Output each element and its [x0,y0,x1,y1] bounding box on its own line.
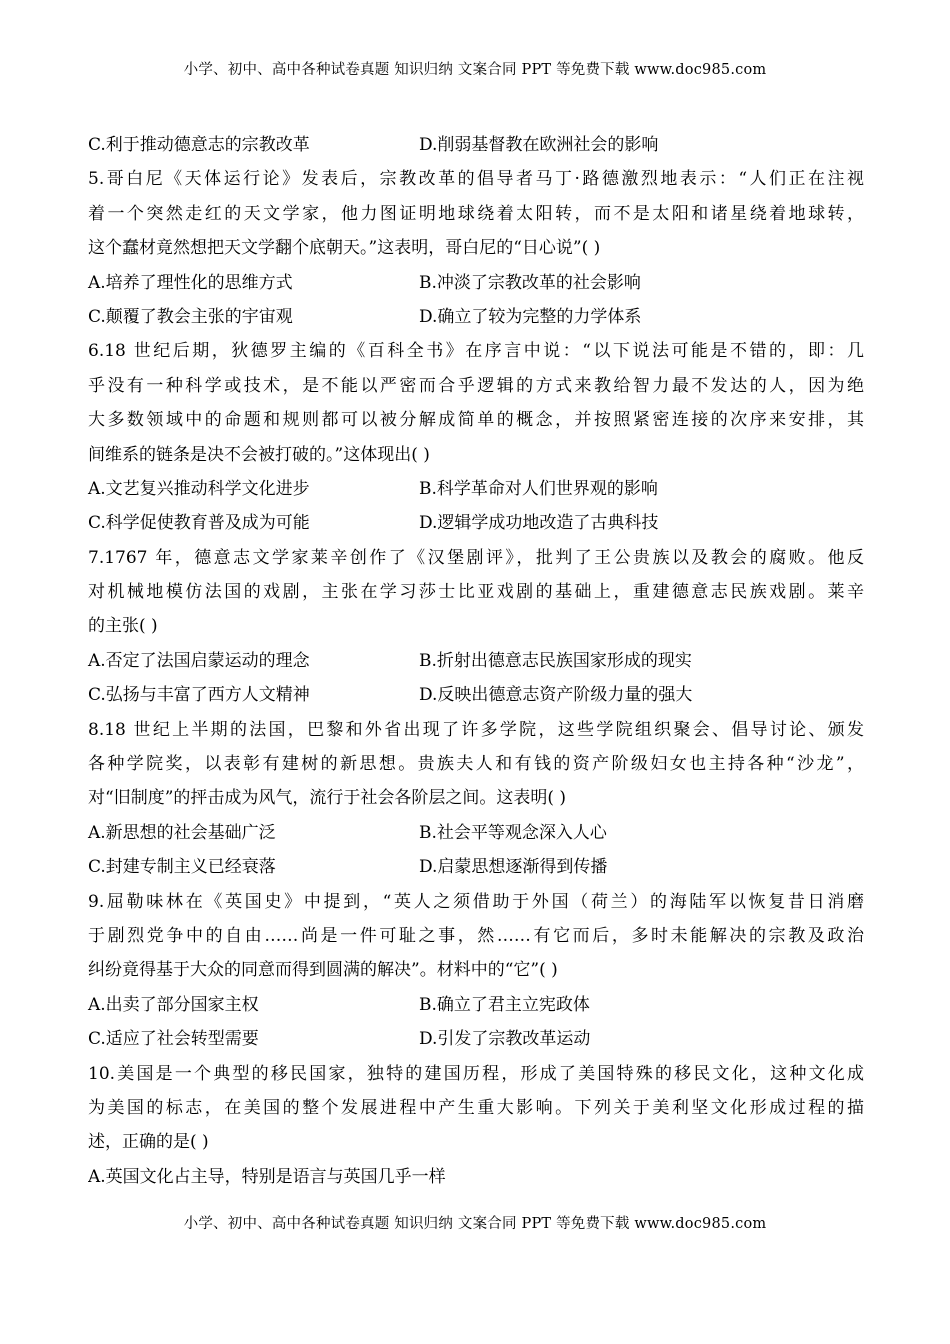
question-8 [88,713,864,885]
q6-stem-line: 乎没有一种科学或技术，是不能以严密而合乎逻辑的方式来教给智力最不发达的人，因为绝 [88,375,864,396]
q7-stem-line: 7.1767 年，德意志文学家莱辛创作了《汉堡剧评》，批判了王公贵族以及教会的腐败。他反 [88,547,864,568]
q9-stem-line: 于剧烈党争中的自由……尚是一件可耻之事，然……有它而后，多时未能解决的宗教及政治 [88,925,864,946]
q5-stem-line: 着一个突然走红的天文学家，他力图证明地球绕着太阳转，而不是太阳和诸星绕着地球转， [88,203,864,224]
q6-options-ab [88,472,864,506]
page-footer: 小学、初中、高中各种试卷真题 知识归纳 文案合同 PPT 等免费下载 www.doc985.com [183,1216,767,1232]
q7-stem-line: 对机械地模仿法国的戏剧，主张在学习莎士比亚戏剧的基础上，重建德意志民族戏剧。莱辛 [88,582,864,603]
q8-stem-line: 各种学院奖，以表彰有建树的新思想。贵族夫人和有钱的资产阶级妇女也主持各种“沙龙”， [88,754,864,775]
q10-stem-line: 为美国的标志，在美国的整个发展进程中产生重大影响。下列关于美利坚文化形成过程的描 [88,1097,864,1118]
q7-stem-line: 的主张( ) [88,616,158,637]
q8-stem-line: 对“旧制度”的抨击成为风气，流行于社会各阶层之间。这表明( ) [88,788,567,809]
q9-stem-line: 9.屈勒味林在《英国史》中提到，“英人之须借助于外国（荷兰）的海陆军以恢复昔日消磨 [88,891,864,912]
q9-option-c: C.适应了社会转型需要 [88,1029,259,1050]
q7-options-cd [88,678,864,712]
document-body [88,128,864,1194]
q8-option-b: B.社会平等观念深入人心 [419,822,607,843]
page-header: 小学、初中、高中各种试卷真题 知识归纳 文案合同 PPT 等免费下载 www.doc985.com [183,62,767,78]
question-10 [88,1057,864,1195]
q5-options-cd [88,300,864,334]
q5-option-d: D.确立了较为完整的力学体系 [419,306,642,327]
q6-option-c: C.科学促使教育普及成为可能 [88,513,310,534]
q6-option-b: B.科学革命对人们世界观的影响 [419,478,658,499]
q9-options-ab [88,988,864,1022]
question-6 [88,334,864,540]
q7-options-ab [88,644,864,678]
q5-stem-line: 这个蠢材竟然想把天文学翻个底朝天。”这表明，哥白尼的“日心说”( ) [88,238,601,259]
q10-stem-line: 10.美国是一个典型的移民国家，独特的建国历程，形成了美国特殊的移民文化，这种文化成 [88,1063,864,1084]
q7-option-c: C.弘扬与丰富了西方人文精神 [88,685,310,706]
q10-option-a: A.英国文化占主导，特别是语言与英国几乎一样 [88,1166,446,1187]
q10-stem-line: 述，正确的是( ) [88,1132,209,1153]
q4-option-d: D.削弱基督教在欧洲社会的影响 [419,135,659,155]
q6-stem-line: 间维系的链条是决不会被打破的。”这体现出( ) [88,444,430,465]
q4-option-c: C.利于推动德意志的宗教改革 [88,135,310,155]
q5-stem-line: 5.哥白尼《天体运行论》发表后，宗教改革的倡导者马丁·路德激烈地表示：“人们正在注视 [88,169,864,190]
q6-stem-line: 大多数领域中的命题和规则都可以被分解成简单的概念，并按照紧密连接的次序来安排，其 [88,410,864,431]
q5-option-b: B.冲淡了宗教改革的社会影响 [419,272,641,293]
q7-option-b: B.折射出德意志民族国家形成的现实 [419,650,692,671]
q8-option-d: D.启蒙思想逐渐得到传播 [419,857,608,878]
q4-options-cd [88,128,864,162]
question-9 [88,885,864,1057]
q9-option-d: D.引发了宗教改革运动 [419,1029,591,1050]
q9-stem-line: 纠纷竟得基于大众的同意而得到圆满的解决”。材料中的“它”( ) [88,960,558,981]
q9-options-cd [88,1022,864,1056]
q6-option-d: D.逻辑学成功地改造了古典科技 [419,513,659,534]
q7-option-a: A.否定了法国启蒙运动的理念 [88,650,310,671]
q9-option-a: A.出卖了部分国家主权 [88,994,259,1015]
q5-options-ab [88,266,864,300]
q6-stem-line: 6.18 世纪后期，狄德罗主编的《百科全书》在序言中说：“以下说法可能是不错的，即：几 [88,341,864,362]
q6-options-cd [88,506,864,540]
q8-options-cd [88,850,864,884]
question-7 [88,541,864,713]
q5-option-c: C.颠覆了教会主张的宇宙观 [88,306,293,327]
q8-stem-line: 8.18 世纪上半期的法国，巴黎和外省出现了许多学院，这些学院组织聚会、倡导讨论、颁发 [88,719,864,740]
q9-option-b: B.确立了君主立宪政体 [419,994,590,1015]
q8-option-a: A.新思想的社会基础广泛 [88,822,276,843]
q8-options-ab [88,816,864,850]
q7-option-d: D.反映出德意志资产阶级力量的强大 [419,685,693,706]
q8-option-c: C.封建专制主义已经衰落 [88,857,276,878]
q5-option-a: A.培养了理性化的思维方式 [88,272,293,293]
question-5 [88,162,864,334]
q6-option-a: A.文艺复兴推动科学文化进步 [88,478,310,499]
